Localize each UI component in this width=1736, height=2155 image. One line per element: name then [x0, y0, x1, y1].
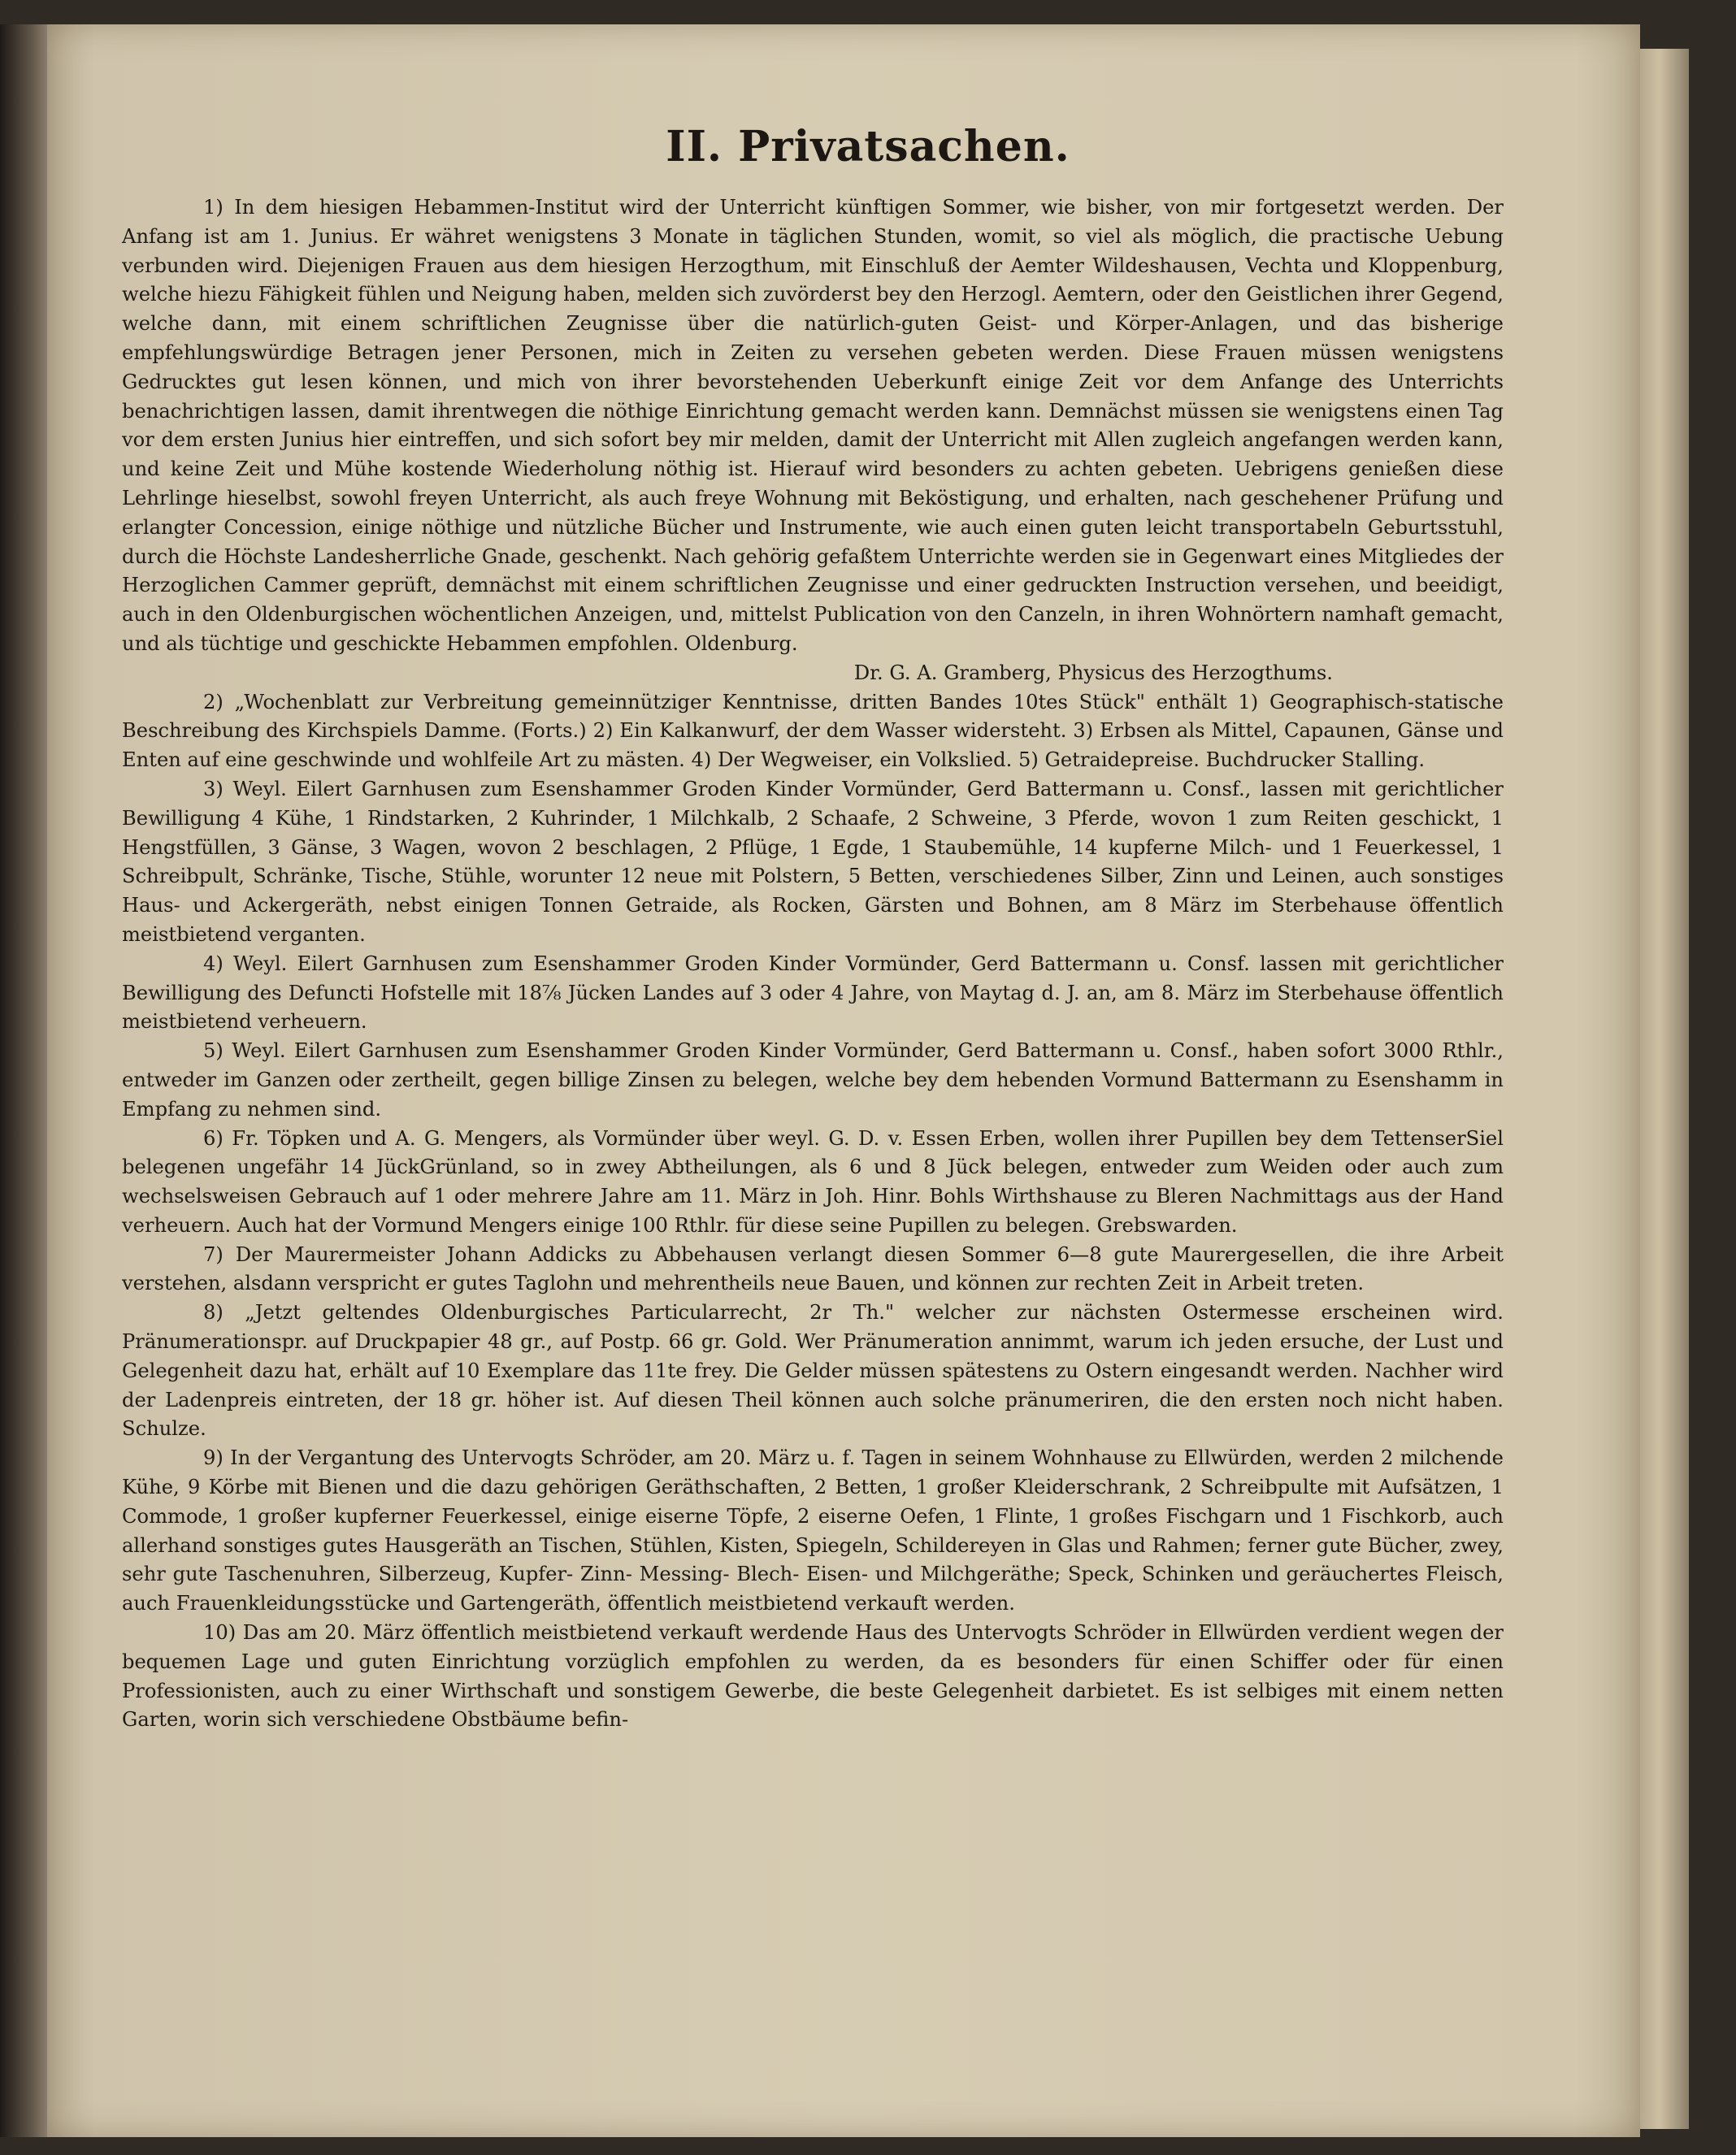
notice-8: 8) „Jetzt geltendes Oldenburgisches Particularrecht, 2r Th." welcher zur nächsten Ostermesse erscheinen wird. Pränumerationspr. auf Druckpapier 48 gr., auf Postp. 66 gr. Gold. Wer Pränumeration annimmt, warum ich jeden ersuche, der Lust und Gelegenheit dazu hat, erhält auf 10 Exemplare das 11te frey. Die Gelder müssen spätestens zu Ostern eingesandt werden. Nachher wird der Ladenpreis eintreten, der 18 gr. höher ist. Auf diesen Theil können auch solche pränumeriren, die den ersten noch nicht haben. Schulze. [122, 1301, 1504, 1441]
notice-1-signature: Dr. G. A. Gramberg, Physicus des Herzogthums. [853, 661, 1333, 684]
notice-4: 4) Weyl. Eilert Garnhusen zum Esenshammer Groden Kinder Vormünder, Gerd Battermann u. Consf. lassen mit gerichtlicher Bewilligung des Defuncti Hofstelle mit 18⅞ Jücken Landes auf 3 oder 4 Jahre, von Maytag d. J. an, am 8. März im Sterbehause öffentlich meistbietend verheuern. [122, 952, 1504, 1034]
notice-9: 9) In der Vergantung des Untervogts Schröder, am 20. März u. f. Tagen in seinem Wohnhause zu Ellwürden, werden 2 milchende Kühe, 9 Körbe mit Bienen und die dazu gehörigen Geräthschaften, 2 Betten, 1 großer Kleiderschrank, 2 Schreibpulte mit Aufsätzen, 1 Commode, 1 großer kupferner Feuerkessel, einige eiserne Töpfe, 2 eiserne Oefen, 1 Flinte, 1 großes Fischgarn und 1 Fischkorb, auch allerhand sonstiges gutes Hausgeräth an Tischen, Stühlen, Kisten, Spiegeln, Schildereyen in Glas und Rahmen; ferner gute Bücher, zwey, sehr gute Taschenuhren, Silberzeug, Kupfer- Zinn- Messing- Blech- Eisen- und Milchgeräthe; Speck, Schinken und geräuchertes Fleisch, auch Frauenkleidungsstücke und Gartengeräth, öffentlich meistbietend verkauft werden. [122, 1446, 1504, 1615]
notice-1: 1) In dem hiesigen Hebammen-Institut wird der Unterricht künftigen Sommer, wie bisher, von mir fortgesetzt werden. Der Anfang ist am 1. Junius. Er währet wenigstens 3 Monate in täglichen Stunden, womit, so viel als möglich, die practische Uebung verbunden wird. Diejenigen Frauen aus dem hiesigen Herzogthum, mit Einschluß der Aemter Wildeshausen, Vechta und Kloppenburg, welche hiezu Fähigkeit fühlen und Neigung haben, melden sich zuvörderst bey den Herzogl. Aemtern, oder den Geistlichen ihrer Gegend, welche dann, mit einem schriftlichen Zeugnisse über die natürlich-guten Geist- und Körper-Anlagen, und das bisherige empfehlungswürdige Betragen jener Personen, mich in Zeiten zu versehen gebeten werden. Diese Frauen müssen wenigstens Gedrucktes gut lesen können, und mich von ihrer bevorstehenden Ueberkunft einige Zeit vor dem Anfange des Unterrichts benachrichtigen lassen, damit ihrentwegen die nöthige Einrichtung gemacht werden kann. Demnächst müssen sie wenigstens einen Tag vor dem ersten Junius hier eintreffen, und sich sofort bey mir melden, damit der Unterricht mit Allen zugleich angefangen werden kann, und keine Zeit und Mühe kostende Wiederholung nöthig ist. Hierauf wird besonders zu achten gebeten. Uebrigens genießen diese Lehrlinge hieselbst, sowohl freyen Unterricht, als auch freye Wohnung mit Beköstigung, und erhalten, nach geschehener Prüfung und erlangter Concession, einige nöthige und nützliche Bücher und Instrumente, wie auch einen guten leicht transportabeln Geburtsstuhl, durch die Höchste Landesherrliche Gnade, geschenkt. Nach gehörig gefaßtem Unterrichte werden sie in Gegenwart eines Mitgliedes der Herzoglichen Cammer geprüft, demnächst mit einem schriftlichen Zeugnisse und einer gedruckten Instruction versehen, und beeidigt, auch in den Oldenburgischen wöchentlichen Anzeigen, und, mittelst Publication von den Canzeln, in ihren Wohnörtern namhaft gemacht, und als tüchtige und geschickte Hebammen empfohlen. Oldenburg. Dr. G. A. Gramberg, Physicus des Herzogthums. [122, 193, 1504, 688]
notice-6: 6) Fr. Töpken und A. G. Mengers, als Vormünder über weyl. G. D. v. Essen Erben, wollen ihrer Pupillen bey dem TettenserSiel belegenen ungefähr 14 JückGrünland, so in zwey Abtheilungen, als 6 und 8 Jück belegen, entweder zum Weiden oder auch zum wechselsweisen Gebrauch auf 1 oder mehrere Jahre am 11. März in Joh. Hinr. Bohls Wirthshause zu Bleren Nachmittags aus der Hand verheuern. Auch hat der Vormund Mengers einige 100 Rthlr. für diese seine Pupillen zu belegen. Grebswarden. [122, 1126, 1504, 1237]
notice-5: 5) Weyl. Eilert Garnhusen zum Esenshammer Groden Kinder Vormünder, Gerd Battermann u. Consf., haben sofort 3000 Rthlr., entweder im Ganzen oder zertheilt, gegen billige Zinsen zu belegen, welche bey dem hebenden Vormund Battermann zu Esenshamm in Empfang zu nehmen sind. [122, 1039, 1504, 1121]
notice-3: 3) Weyl. Eilert Garnhusen zum Esenshammer Groden Kinder Vormünder, Gerd Battermann u. Consf., lassen mit gerichtlicher Bewilligung 4 Kühe, 1 Rindstarken, 2 Kuhrinder, 1 Milchkalb, 2 Schaafe, 2 Schweine, 3 Pferde, wovon 1 zum Reiten geschickt, 1 Hengstfüllen, 3 Gänse, 3 Wagen, wovon 2 beschlagen, 2 Pflüge, 1 Egde, 1 Staubemühle, 14 kupferne Milch- und 1 Feuerkessel, 1 Schreibpult, Schränke, Tische, Stühle, worunter 12 neue mit Polstern, 5 Betten, verschiedenes Silber, Zinn und Leinen, auch sonstiges Haus- und Ackergeräth, nebst einigen Tonnen Getraide, als Rocken, Gärsten und Bohnen, am 8 März im Sterbehause öffentlich meistbietend verganten. [122, 777, 1504, 946]
left-page-edge [0, 24, 49, 2137]
notice-10: 10) Das am 20. März öffentlich meistbietend verkauft werdende Haus des Untervogts Schröder in Ellwürden verdient wegen der bequemen Lage und guten Einrichtung vorzüglich empfohlen zu werden, da es besonders für einen Schiffer oder für einen Professionisten, auch zu einer Wirthschaft und sonstigem Gewerbe, die beste Gelegenheit darbietet. Es ist selbiges mit einem netten Garten, worin sich verschiedene Obstbäume befin- [122, 1621, 1504, 1732]
notice-list [122, 193, 1504, 1735]
page-heading: II. Privatsachen. [666, 122, 1070, 171]
right-page-edge [1640, 49, 1689, 2129]
notice-2: 2) „Wochenblatt zur Verbreitung gemeinnütziger Kenntnisse, dritten Bandes 10tes Stück" enthält 1) Geographisch-statische Beschreibung des Kirchspiels Damme. (Forts.) 2) Ein Kalkanwurf, der dem Wasser widersteht. 3) Erbsen als Mittel, Capaunen, Gänse und Enten auf eine geschwinde und wohlfeile Art zu mästen. 4) Der Wegweiser, ein Volkslied. 5) Getraidepreise. Buchdrucker Stalling. [122, 690, 1504, 772]
notice-7: 7) Der Maurermeister Johann Addicks zu Abbehausen verlangt diesen Sommer 6—8 gute Maurergesellen, die ihre Arbeit verstehen, alsdann verspricht er gutes Taglohn und mehrentheils neue Bauen, und können zur rechten Zeit in Arbeit treten. [122, 1242, 1504, 1295]
